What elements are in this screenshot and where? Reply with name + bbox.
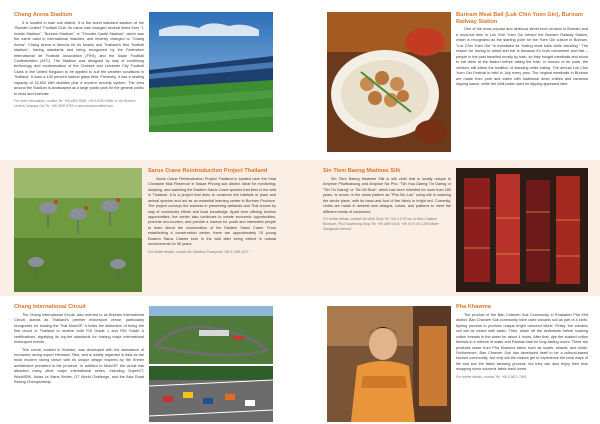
circuit-aerial-photo bbox=[149, 306, 273, 364]
chang-arena-body: It is located in Isan sub district. It is the world standard stadium of the "Buriram United" Football Club. Its name was changed several times from "I-mobile Stadium", "Buriram Stadium", or "Thunder Castle Stadium", which was the name used in international matches, and recently changed to "Chang Arena". Chang Arena is famous for its beauty and Thailand's first "football stadium", having standards and being recognized by the Federation International de Football Association (FIFA) and the Asian Football Confederation (AFC). The Stadium was designed by way of combining technology and modernization of the Chelsea and Leicester City Football Clubs in the United Kingdom to be applied to suit the weather conditions in Thailand. It uses a 100 percent natural grass field. Presently, it has a seating capacity of 32,600 with facilities plus a modern security system. The area around the Stadium is landscaped as a large public park for the general public to relax and exercise. bbox=[14, 20, 144, 96]
silk-body: Sin Tiem Baeng Madmee Silk is silk cloth that is locally unique to Amphoe Phutthaisong and Amphoe Na Pho. "Sin Hua Daeng Tin Daeng or "Sin Tin Daeng" or "Sin Mi Ruai", which has been inherited for more than 200 years, is woven in the same pattern as "Pha Sin Lao" using silk in weaving the whole piece, with its head and foot of the fabric in bright red. Currently, cloths are made in several new designs, colors, and patterns to meet the different needs of customers. bbox=[323, 176, 451, 214]
pha-khawma-photo bbox=[327, 306, 451, 422]
silk-title: Sin Tiem Baeng Madmee Silk bbox=[323, 168, 401, 174]
pha-khawma-section bbox=[456, 304, 588, 422]
silk-contact: For further details, contact Na Whai Shop Tel. +66 4 4 79 xxx or Miss Chatkun Buntoum, Phut Suanthong Shop Tel. +66 4469 0044, +66 9 0 6 00 4 256 Mister Siangbuan Jaennoi bbox=[323, 216, 439, 231]
meatball-photo bbox=[327, 12, 451, 152]
silk-fabric-photo bbox=[456, 168, 588, 292]
stadium-photo bbox=[149, 12, 273, 132]
sarus-section bbox=[148, 168, 276, 294]
pha-khawma-title: Pha Khawma bbox=[456, 304, 491, 310]
pha-khawma-body: The product of the Ban Charoen Suk Community in Ehakasim Pha Khit district. Ban Charoen Suk community have used volcanic soil as part of a cloth-dyeing process to produce unique bright coloured fabric. Firstly, the volcanic soil will be mixed with water. Then, strain off the sediments before soaking cotton threads in the water for about 4 hours. After that, dye the soaked cotton threads in a mixture of water and Padauk bark for long-lasting colors. There are products made from Pha Khawma fabric such as scarfs, shawls, and shirts. Furthermore, Ban Charoen Suk has developed itself to be a cultural-based tourism community. Not only will the visitors get to experience the local ways of life and see the fabric weaving process, but they can also enjoy their time shopping some souvenir fabric back home. bbox=[456, 312, 588, 372]
bunnam-title: Buriram Meat Ball (Luk Chin Yuen Gin), Buriram Railway Station bbox=[456, 12, 584, 25]
pha-khawma-contact: For further details, contact Tel. +66 8 9821 7965 bbox=[456, 374, 527, 379]
sarus-body: Sarus Crane Reintroduction Project Thailand is located near the Huai Chorakhe Mak Reservoir in Sakae Phrong sub district. Ideal for monitoring, studying, and watching the Eastern Sarus Crane species that lives in the wild in Thailand. It is a project that aims to conserve the habitats of plant and animal species and act as an essential learning center in Buriram Province. The project conveys the success in preserving wetlands and Thai cranes by way of community efforts and local knowledge. Apart from offering tourism opportunities, the center also continues to create economic opportunities, promote eco-tourism, and provide a chance for youth and interested people to learn about the conservation of the Eastern Sarus Crane. From establishing a conservation center, there are approximately 15 young Eastern Sarus Cranes born in the wild after being extinct in natural environments for 50 years. bbox=[148, 176, 276, 247]
chang-circuit-body: The Chang International Circuit, also referred to as Buriram International Circuit, stands as Thailand's premier motorsport venue, particularly recognized for hosting the Thai MotoGP. It holds the distinction of being the first circuit in Thailand to receive both FIA Grade 1 and FIM Grade A certifications, signifying its top-tier standards for hosting major international motorsport events. This circuit, located in Buriram, was developed with the assistance of renowned racing expert Hermann Tilke, and is widely regarded in Asia as the most modern racing venue with its unique design inspired by the Khmer architecture prevalent in the province. In addition to MotoGP, the circuit has attracted many other major international series, including SuperGT, WorldSBK, Asian Le Mans Series, GT World Challenge, and the Asia Road Racing Championship. bbox=[14, 312, 144, 385]
bunnam-section bbox=[456, 12, 588, 157]
chang-arena-section bbox=[14, 12, 144, 157]
bunnam-body: One of the most popular and delicious street food vendors in Buriram and a must-eat item is Luk Chin Yuen Gin behind the Buriram Railway Station, which is recognized as the starting point for the Yuen Gin culture in Buriram. "Luk Chin Yuen Gin" is translated as "eating meat balls while standing." The reason for having to stand and eat is because it's both convenient and fast – people in the past travelled mostly by train, so they bought meatballs and stood to eat them at the station before taking the train. In honour of its roots, the vendors still follow the tradition of standing while eating. The annual Luk Chin Yuen Gin Festival is held in July every year. The original meatballs in Buriram are made from pork and eaten with traditional dried chillies and tamarind dipping sauce, while the chilli paste used for dipping appeared later. bbox=[456, 27, 588, 87]
chang-arena-contact: For more information, contact Tel. +66 4460 8445, +66 9 6110 0988, or Via Buriram United Company Ltd Tel. +66 2658 5783 or www.buriramunited.com bbox=[14, 99, 136, 109]
sarus-title: Sarus Crane Reintroduction Project Thailand bbox=[148, 168, 268, 174]
circuit-racing-photo bbox=[149, 366, 273, 422]
chang-circuit-title: Chang International Circuit bbox=[14, 304, 86, 310]
chang-arena-title: Chang Arena Stadium bbox=[14, 12, 73, 18]
chang-circuit-section bbox=[14, 304, 144, 422]
silk-section bbox=[323, 168, 451, 292]
sarus-crane-photo bbox=[14, 168, 142, 292]
sarus-contact: For further details, contact Ms Siriwimol Prasopnetr +66 8 1086 4227 bbox=[148, 249, 249, 254]
